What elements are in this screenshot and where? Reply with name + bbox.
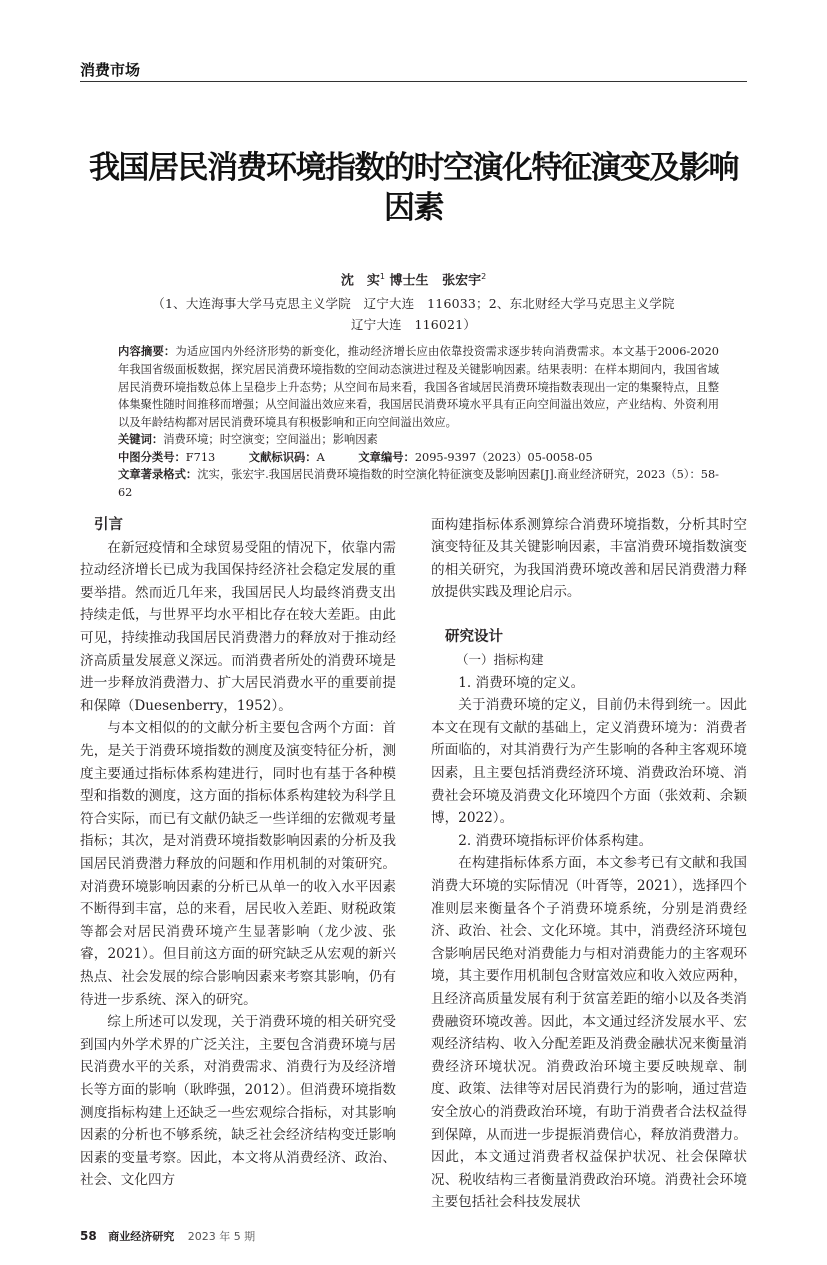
authors: 沈 实$^1$ 博士生 张宏宇$^2$ — [340, 272, 487, 289]
page-number: 58 — [80, 1228, 97, 1243]
author-2: 张宏宇 — [442, 273, 482, 289]
issue: 2023 年 5 期 — [187, 1229, 256, 1243]
paragraph: 关于消费环境的定义，目前仍未得到统一。因此本文在现有文献的基础上，定义消费环境为：消费者所面临的，对其消费行为产生影响的各种主客观环境因素，且主要包括消费经济环境、消费政治环境、消费社会环境及消费文化环境四个方面（张效莉、余颖博，2022）。 — [431, 697, 747, 827]
paragraph: 在构建指标体系方面，本文参考已有文献和我国消费大环境的实际情况（叶胥等，2021），选择四个准则层来衡量各个子消费环境系统，分别是消费经济、政治、社会、文化环境。其中，消费经济环境包含影响居民绝对消费能力与相对消费能力的主客观环境，其主要作用机制包含财富效应和收入效应两种，且经济高质量发展有利于贫富差距的缩小以及各类消费融资环境改善。因此，本文通过经济发展水平、宏观经济结构、收入分配差距及消费金融状况来衡量消费经济环境状况。消费政治环境主要反映规章、制度、政策、法律等对居民消费行为的影响，通过营造安全放心的消费政治环境，有助于消费者合法权益得到保障，从而进一步提振消费信心，释放消费潜力。因此，本文通过消费者权益保护状况、社会保障状况、税收结构三者衡量消费政治环境。消费社会环境主要包括社会科技发展状 — [431, 855, 747, 1211]
journal-name: 商业经济研究 — [108, 1229, 175, 1243]
subheading: （一）指标构建 — [456, 652, 544, 668]
citation-format: 文章著录格式：沈实，张宏宇.我国居民消费环境指数的时空演化特征演变及影响因素[J].商业经济研究，2023（5）：58-62 — [118, 468, 719, 500]
section-heading-design: 研究设计 — [445, 629, 503, 646]
paragraph: 在新冠疫情和全球贸易受阻的情况下，依靠内需拉动经济增长已成为我国保持经济社会稳定发展的重要举措。然而近几年来，我国居民人均最终消费支出持续走低，与世界平均水平相比存在较大差距。由此可见，持续推动我国居民消费潜力的释放对于推动经济高质量发展意义深远。而消费者所处的消费环境是进一步释放消费潜力、扩大居民消费水平的重要前提和保障（Duesenberry，1952）。 — [80, 539, 396, 714]
section-heading-intro: 引言 — [94, 516, 123, 533]
paragraph-continuation: 面构建指标体系测算综合消费环境指数，分析其时空演变特征及其关键影响因素，丰富消费环境指数演变的相关研究，为我国消费环境改善和居民消费潜力释放提供实践及理论启示。 — [431, 516, 747, 601]
author-1: 沈 实 — [340, 273, 380, 289]
author-1-role: 博士生 — [389, 273, 429, 289]
classification: 中图分类号：F713 文献标识码：A 文章编号：2095-9397（2023）05-0058-05 — [118, 450, 593, 464]
item-heading: 1. 消费环境的定义。 — [458, 674, 585, 691]
section-tag: 消费市场 — [80, 61, 141, 79]
paragraph: 与本文相似的的文献分析主要包含两个方面：首先，是关于消费环境指数的测度及演变特征分析，测度主要通过指标体系构建进行，同时也有基于各种模型和指数的测度，这方面的指标体系构建较为科学且符合实际，而已有文献仍缺乏一些详细的宏微观考量指标；其次，是对消费环境指数影响因素的分析及我国居民消费潜力释放的问题和作用机制的对策研究。对消费环境影响因素的分析已从单一的收入水平因素不断得到丰富，总的来看，居民收入差距、财税政策等都会对居民消费环境产生显著影响（龙少波、张睿，2021）。但目前这方面的研究缺乏从宏观的新兴热点、社会发展的综合影响因素来考察其影响，仍有待进一步系统、深入的研究。 — [80, 720, 396, 1008]
item-heading: 2. 消费环境指标评价体系构建。 — [458, 832, 653, 849]
article-title: 我国居民消费环境指数的时空演化特征演变及影响因素 — [89, 150, 738, 226]
header-rule — [80, 81, 747, 82]
right-column — [431, 514, 747, 1214]
affiliations: （1、大连海事大学马克思主义学院 辽宁大连 116033；2、东北财经大学马克思主义学院 辽宁大连 116021） — [152, 296, 675, 333]
abstract-block — [118, 343, 719, 501]
paragraph: 综上所述可以发现，关于消费环境的相关研究受到国内外学术界的广泛关注，主要包含消费环境与居民消费水平的关系，对消费需求、消费行为及经济增长等方面的影响（耿晔强，2012）。但消费环境指数测度指标构建上还缺乏一些宏观综合指标，对其影响因素的分析也不够系统，缺乏社会经济结构变迁影响因素的变量考察。因此，本文将从消费经济、政治、社会、文化四方 — [80, 1014, 396, 1189]
keywords: 关键词：消费环境；时空演变；空间溢出；影响因素 — [118, 433, 378, 447]
abstract: 内容摘要：为适应国内外经济形势的新变化，推动经济增长应由依靠投资需求逐步转向消费需求。本文基于2006-2020年我国省级面板数据，探究居民消费环境指数的空间动态演进过程及关键影响因素。结果表明：在样本期间内，我国省域居民消费环境指数总体上呈稳步上升态势；从空间布局来看，我国各省域居民消费环境指数表现出一定的集聚特点，且整体集聚性随时间推移而增强；从空间溢出效应来看，我国居民消费环境水平具有正向空间溢出效应，产业结构、外资利用以及年龄结构都对居民消费环境具有积极影响和正向空间溢出效应。 — [118, 345, 719, 429]
body-columns — [80, 514, 747, 1214]
page-footer — [80, 1228, 747, 1245]
left-column — [80, 514, 396, 1214]
